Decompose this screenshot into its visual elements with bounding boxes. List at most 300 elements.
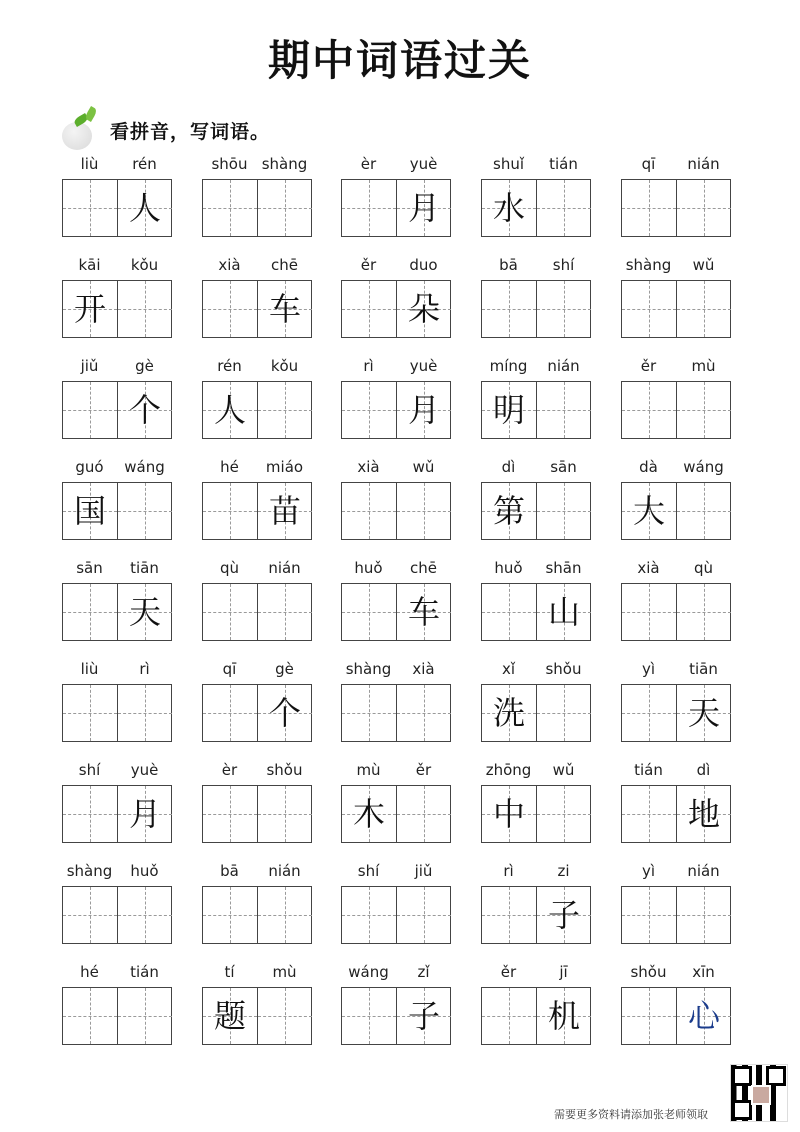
pinyin: rén	[132, 155, 157, 173]
writing-box[interactable]	[203, 887, 257, 943]
writing-box[interactable]	[676, 180, 731, 236]
pinyin: nián	[268, 559, 301, 577]
pinyin-row	[202, 963, 312, 985]
writing-box[interactable]	[536, 685, 591, 741]
word-cell	[341, 155, 451, 241]
word-cell	[62, 155, 172, 241]
writing-box[interactable]	[396, 483, 451, 539]
writing-boxes	[202, 583, 312, 641]
hanzi-char	[118, 988, 172, 1044]
hanzi-char	[397, 786, 451, 842]
writing-box[interactable]	[257, 483, 312, 539]
writing-box[interactable]	[117, 685, 172, 741]
hanzi-char: 国	[73, 492, 106, 530]
pinyin: tiān	[689, 660, 718, 678]
hanzi-char: 机	[547, 997, 580, 1035]
writing-box[interactable]	[536, 281, 591, 337]
writing-box[interactable]	[396, 180, 451, 236]
writing-boxes	[481, 381, 591, 439]
hanzi-char: 水	[492, 189, 525, 227]
writing-boxes	[481, 280, 591, 338]
writing-box[interactable]	[396, 584, 451, 640]
writing-boxes	[621, 179, 731, 237]
hanzi-char	[537, 281, 591, 337]
writing-box[interactable]	[63, 786, 117, 842]
pinyin-row	[341, 862, 451, 884]
pinyin: bā	[220, 862, 239, 880]
pinyin: xià	[412, 660, 435, 678]
writing-box[interactable]	[257, 584, 312, 640]
writing-boxes	[341, 583, 451, 641]
writing-box[interactable]	[342, 382, 396, 438]
pinyin: nián	[268, 862, 301, 880]
pinyin: liù	[80, 660, 99, 678]
writing-box[interactable]	[257, 786, 312, 842]
word-cell	[621, 256, 731, 342]
hanzi-char: 人	[128, 189, 161, 227]
word-cell	[202, 963, 312, 1049]
pinyin-row	[202, 155, 312, 177]
writing-box[interactable]	[536, 382, 591, 438]
hanzi-char: 月	[407, 189, 440, 227]
hanzi-char	[622, 887, 676, 943]
pinyin: bā	[499, 256, 518, 274]
writing-boxes	[621, 583, 731, 641]
writing-boxes	[481, 482, 591, 540]
writing-boxes	[341, 280, 451, 338]
writing-box[interactable]	[676, 281, 731, 337]
hanzi-char: 车	[407, 593, 440, 631]
writing-box[interactable]	[676, 483, 731, 539]
writing-box[interactable]	[117, 887, 172, 943]
pinyin-row	[62, 458, 172, 480]
writing-box[interactable]	[676, 988, 731, 1044]
writing-box[interactable]	[203, 281, 257, 337]
pinyin-row	[481, 559, 591, 581]
hanzi-char	[622, 988, 676, 1044]
writing-box[interactable]	[622, 382, 676, 438]
writing-box[interactable]	[63, 382, 117, 438]
pinyin: wáng	[683, 458, 724, 476]
writing-box[interactable]	[482, 988, 536, 1044]
hanzi-char	[342, 988, 396, 1044]
hanzi-char: 子	[547, 896, 580, 934]
writing-box[interactable]	[482, 483, 536, 539]
writing-box[interactable]	[622, 281, 676, 337]
pinyin-row	[62, 660, 172, 682]
writing-box[interactable]	[622, 988, 676, 1044]
hanzi-char	[482, 988, 536, 1044]
pinyin: shǒu	[266, 761, 303, 779]
writing-box[interactable]	[117, 281, 172, 337]
pinyin-row	[62, 963, 172, 985]
pinyin: ěr	[500, 963, 517, 981]
pinyin: shí	[552, 256, 575, 274]
pinyin: shǒu	[545, 660, 582, 678]
writing-box[interactable]	[536, 988, 591, 1044]
pinyin: huǒ	[494, 559, 523, 577]
pinyin: huǒ	[354, 559, 383, 577]
word-cell	[202, 256, 312, 342]
writing-box[interactable]	[536, 887, 591, 943]
pinyin: xià	[357, 458, 380, 476]
pinyin: shōu	[211, 155, 248, 173]
writing-boxes	[481, 684, 591, 742]
hanzi-char	[258, 382, 312, 438]
pinyin-row	[202, 559, 312, 581]
writing-box[interactable]	[676, 685, 731, 741]
pinyin: qù	[219, 559, 240, 577]
writing-box[interactable]	[257, 988, 312, 1044]
pinyin-row	[202, 660, 312, 682]
hanzi-char	[482, 281, 536, 337]
writing-box[interactable]	[257, 180, 312, 236]
word-cell	[621, 660, 731, 746]
writing-box[interactable]	[482, 685, 536, 741]
pinyin: shàng	[345, 660, 392, 678]
hanzi-char	[342, 382, 396, 438]
pinyin: qù	[693, 559, 714, 577]
pinyin: xià	[218, 256, 241, 274]
writing-box[interactable]	[482, 382, 536, 438]
writing-box[interactable]	[676, 382, 731, 438]
pinyin: yì	[641, 862, 656, 880]
page-title: 期中词语过关	[267, 36, 532, 85]
writing-box[interactable]	[482, 180, 536, 236]
hanzi-char	[258, 786, 312, 842]
hanzi-char	[203, 887, 257, 943]
hanzi-char	[118, 281, 172, 337]
hanzi-char	[118, 483, 172, 539]
pinyin: kāi	[78, 256, 101, 274]
writing-box[interactable]	[342, 180, 396, 236]
writing-box[interactable]	[396, 382, 451, 438]
pinyin: mù	[272, 963, 297, 981]
writing-box[interactable]	[203, 180, 257, 236]
pinyin-row	[481, 155, 591, 177]
pinyin: qī	[641, 155, 656, 173]
hanzi-char	[622, 382, 676, 438]
pinyin: yuè	[409, 357, 438, 375]
pinyin: jiǔ	[80, 357, 99, 375]
hanzi-char	[537, 382, 591, 438]
hanzi-char: 洗	[492, 694, 525, 732]
pinyin: wǔ	[552, 761, 575, 779]
writing-box[interactable]	[676, 786, 731, 842]
pinyin-row	[621, 155, 731, 177]
word-cell	[341, 660, 451, 746]
pinyin-row	[202, 256, 312, 278]
hanzi-char	[622, 685, 676, 741]
writing-box[interactable]	[482, 887, 536, 943]
writing-box[interactable]	[536, 584, 591, 640]
writing-box[interactable]	[342, 281, 396, 337]
writing-box[interactable]	[203, 382, 257, 438]
writing-box[interactable]	[622, 685, 676, 741]
word-cell	[481, 963, 591, 1049]
pinyin: liù	[80, 155, 99, 173]
writing-box[interactable]	[203, 786, 257, 842]
hanzi-char	[677, 483, 731, 539]
hanzi-char: 地	[687, 795, 720, 833]
pinyin: hé	[220, 458, 239, 476]
writing-box[interactable]	[63, 180, 117, 236]
hanzi-char	[258, 988, 312, 1044]
word-cell	[621, 862, 731, 948]
pinyin-row	[481, 256, 591, 278]
writing-box[interactable]	[482, 786, 536, 842]
pinyin: guó	[75, 458, 104, 476]
writing-box[interactable]	[257, 382, 312, 438]
writing-box[interactable]	[396, 281, 451, 337]
pinyin: yuè	[130, 761, 159, 779]
writing-boxes	[62, 179, 172, 237]
word-cell	[621, 559, 731, 645]
hanzi-char	[258, 887, 312, 943]
word-cell	[621, 963, 731, 1049]
writing-boxes	[62, 785, 172, 843]
writing-boxes	[621, 785, 731, 843]
writing-box[interactable]	[536, 786, 591, 842]
writing-box[interactable]	[342, 685, 396, 741]
word-cell	[341, 357, 451, 443]
writing-box[interactable]	[117, 584, 172, 640]
pinyin: chē	[410, 559, 437, 577]
pinyin: nián	[687, 155, 720, 173]
pinyin-row	[341, 660, 451, 682]
writing-boxes	[202, 381, 312, 439]
hanzi-char	[537, 180, 591, 236]
pinyin-row	[481, 458, 591, 480]
pinyin: chē	[271, 256, 298, 274]
writing-boxes	[62, 482, 172, 540]
writing-box[interactable]	[63, 685, 117, 741]
pinyin: wǔ	[692, 256, 715, 274]
writing-box[interactable]	[63, 887, 117, 943]
pinyin: rì	[363, 357, 374, 375]
pinyin: dà	[639, 458, 658, 476]
pinyin-row	[621, 862, 731, 884]
pinyin: dì	[696, 761, 711, 779]
word-cell	[62, 862, 172, 948]
writing-box[interactable]	[257, 685, 312, 741]
pinyin: gè	[275, 660, 294, 678]
writing-boxes	[62, 583, 172, 641]
pinyin: qī	[222, 660, 237, 678]
writing-boxes	[621, 381, 731, 439]
pinyin: ěr	[360, 256, 377, 274]
hanzi-char	[342, 180, 396, 236]
pinyin-row	[621, 357, 731, 379]
writing-box[interactable]	[676, 584, 731, 640]
pinyin: wáng	[348, 963, 389, 981]
pinyin: shǒu	[630, 963, 667, 981]
word-cell	[202, 357, 312, 443]
hanzi-char: 题	[213, 997, 246, 1035]
word-cell	[481, 559, 591, 645]
hanzi-char: 第	[492, 492, 525, 530]
writing-boxes	[341, 482, 451, 540]
word-cell	[341, 458, 451, 544]
hanzi-char	[258, 584, 312, 640]
pinyin: sān	[550, 458, 577, 476]
writing-box[interactable]	[622, 483, 676, 539]
writing-boxes	[481, 179, 591, 237]
pinyin-row	[621, 559, 731, 581]
pinyin: duo	[409, 256, 438, 274]
hanzi-char	[677, 382, 731, 438]
writing-box[interactable]	[396, 685, 451, 741]
writing-box[interactable]	[203, 685, 257, 741]
pinyin: wǔ	[412, 458, 435, 476]
pinyin: kǒu	[270, 357, 299, 375]
pinyin-row	[202, 458, 312, 480]
writing-box[interactable]	[342, 786, 396, 842]
writing-box[interactable]	[622, 786, 676, 842]
writing-boxes	[621, 886, 731, 944]
word-cell	[621, 155, 731, 241]
pinyin: mù	[356, 761, 381, 779]
hanzi-char	[203, 584, 257, 640]
writing-box[interactable]	[117, 988, 172, 1044]
word-cell	[341, 559, 451, 645]
writing-box[interactable]	[203, 988, 257, 1044]
writing-box[interactable]	[622, 584, 676, 640]
pinyin-row	[62, 559, 172, 581]
pinyin: tián	[130, 963, 159, 981]
word-cell	[481, 256, 591, 342]
pinyin: shí	[357, 862, 380, 880]
writing-box[interactable]	[63, 988, 117, 1044]
writing-box[interactable]	[396, 988, 451, 1044]
hanzi-char	[203, 483, 257, 539]
hanzi-char	[622, 786, 676, 842]
pinyin-row	[481, 357, 591, 379]
pinyin: xǐ	[501, 660, 516, 678]
writing-box[interactable]	[622, 180, 676, 236]
word-cell	[481, 862, 591, 948]
hanzi-char: 苗	[268, 492, 301, 530]
pinyin: zhōng	[485, 761, 532, 779]
pinyin: mù	[691, 357, 716, 375]
writing-box[interactable]	[342, 483, 396, 539]
writing-box[interactable]	[257, 281, 312, 337]
writing-box[interactable]	[203, 483, 257, 539]
writing-boxes	[202, 179, 312, 237]
pinyin-row	[481, 862, 591, 884]
pinyin: rì	[139, 660, 150, 678]
writing-box[interactable]	[257, 887, 312, 943]
writing-boxes	[62, 280, 172, 338]
hanzi-char	[342, 685, 396, 741]
pinyin-row	[481, 660, 591, 682]
writing-box[interactable]	[117, 382, 172, 438]
writing-box[interactable]	[536, 483, 591, 539]
hanzi-char	[537, 786, 591, 842]
pinyin-row	[62, 761, 172, 783]
hanzi-char: 朵	[407, 290, 440, 328]
hanzi-char: 大	[632, 492, 665, 530]
writing-boxes	[202, 684, 312, 742]
writing-boxes	[481, 886, 591, 944]
writing-box[interactable]	[63, 584, 117, 640]
writing-boxes	[481, 987, 591, 1045]
writing-box[interactable]	[63, 281, 117, 337]
pinyin-row	[621, 458, 731, 480]
writing-box[interactable]	[482, 281, 536, 337]
writing-box[interactable]	[117, 483, 172, 539]
writing-box[interactable]	[622, 887, 676, 943]
pinyin: yuè	[409, 155, 438, 173]
writing-box[interactable]	[482, 584, 536, 640]
hanzi-char	[677, 180, 731, 236]
pinyin: huǒ	[130, 862, 159, 880]
writing-box[interactable]	[342, 584, 396, 640]
hanzi-char	[677, 584, 731, 640]
pinyin-row	[341, 963, 451, 985]
hanzi-char: 心	[687, 997, 720, 1035]
pinyin: jī	[559, 963, 568, 981]
pinyin-row	[62, 256, 172, 278]
hanzi-char	[397, 483, 451, 539]
pinyin-row	[62, 357, 172, 379]
writing-boxes	[481, 583, 591, 641]
hanzi-char	[63, 180, 117, 236]
writing-boxes	[202, 987, 312, 1045]
writing-box[interactable]	[342, 887, 396, 943]
writing-box[interactable]	[536, 180, 591, 236]
word-cell	[621, 357, 731, 443]
word-cell	[481, 155, 591, 241]
word-cell	[202, 458, 312, 544]
pinyin-row	[62, 862, 172, 884]
writing-box[interactable]	[117, 180, 172, 236]
hanzi-char	[342, 887, 396, 943]
pinyin: wáng	[124, 458, 165, 476]
pinyin: ěr	[415, 761, 432, 779]
hanzi-char	[63, 988, 117, 1044]
pinyin-row	[621, 256, 731, 278]
writing-boxes	[621, 684, 731, 742]
pinyin-row	[341, 458, 451, 480]
writing-box[interactable]	[396, 887, 451, 943]
writing-box[interactable]	[63, 483, 117, 539]
writing-boxes	[621, 482, 731, 540]
writing-box[interactable]	[203, 584, 257, 640]
writing-box[interactable]	[342, 988, 396, 1044]
pinyin: nián	[547, 357, 580, 375]
hanzi-char	[342, 483, 396, 539]
pinyin: tí	[224, 963, 235, 981]
hanzi-char: 中	[492, 795, 525, 833]
hanzi-char: 天	[128, 593, 161, 631]
writing-box[interactable]	[676, 887, 731, 943]
pinyin: rén	[217, 357, 242, 375]
writing-box[interactable]	[396, 786, 451, 842]
hanzi-char	[63, 685, 117, 741]
pinyin-row	[202, 357, 312, 379]
writing-boxes	[62, 684, 172, 742]
hanzi-char: 开	[73, 290, 106, 328]
writing-box[interactable]	[117, 786, 172, 842]
word-cell	[621, 458, 731, 544]
hanzi-char: 个	[268, 694, 301, 732]
pinyin: shàng	[66, 862, 113, 880]
pinyin-row	[621, 660, 731, 682]
writing-boxes	[202, 785, 312, 843]
pinyin: shàng	[625, 256, 672, 274]
pinyin: jiǔ	[414, 862, 433, 880]
